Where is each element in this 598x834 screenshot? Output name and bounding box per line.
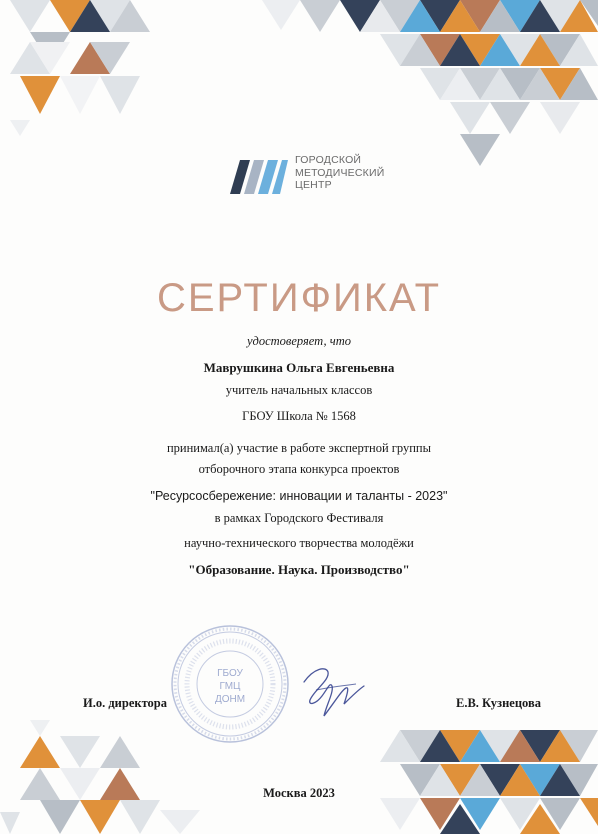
certifies-text: удостоверяет, что bbox=[247, 334, 351, 348]
stamp-line-3: ДОНМ bbox=[214, 694, 246, 705]
certificate-title: СЕРТИФИКАТ bbox=[156, 276, 442, 320]
city-year: Москва 2023 bbox=[263, 786, 335, 800]
recipient-school: ГБОУ Школа № 1568 bbox=[242, 409, 356, 423]
recipient-position: учитель начальных классов bbox=[225, 383, 373, 397]
logo-line-3: ЦЕНТР bbox=[295, 179, 332, 191]
stamp-line-2: ГМЦ bbox=[219, 681, 241, 692]
body-line-6: "Образование. Наука. Производство" bbox=[188, 562, 410, 577]
signatory-name: Е.В. Кузнецова bbox=[456, 696, 541, 710]
gmc-logo bbox=[228, 152, 388, 200]
body-line-5: научно-технического творчества молодёжи bbox=[184, 536, 414, 550]
body-line-4: в рамках Городского Фестиваля bbox=[214, 511, 384, 525]
recipient-name: Маврушкина Ольга Евгеньевна bbox=[203, 360, 395, 375]
logo-line-1: ГОРОДСКОЙ bbox=[295, 154, 362, 166]
decoration-bottom-right bbox=[380, 730, 598, 834]
official-stamp bbox=[168, 622, 292, 746]
logo-line-2: МЕТОДИЧЕСКИЙ bbox=[295, 166, 385, 179]
logo-text bbox=[295, 154, 384, 192]
signatory-role: И.о. директора bbox=[83, 696, 168, 710]
stamp-line-1: ГБОУ bbox=[217, 668, 243, 679]
body-line-1: принимал(а) участие в работе экспертной группы bbox=[166, 441, 432, 455]
decoration-top-left bbox=[10, 0, 150, 136]
body-line-2: отборочного этапа конкурса проектов bbox=[198, 462, 400, 476]
decoration-top-right bbox=[262, 0, 598, 166]
body-line-3: "Ресурсосбережение: инновации и таланты - 2023" bbox=[150, 489, 448, 503]
logo-mark-icon bbox=[228, 152, 290, 194]
handwritten-signature bbox=[296, 660, 368, 724]
